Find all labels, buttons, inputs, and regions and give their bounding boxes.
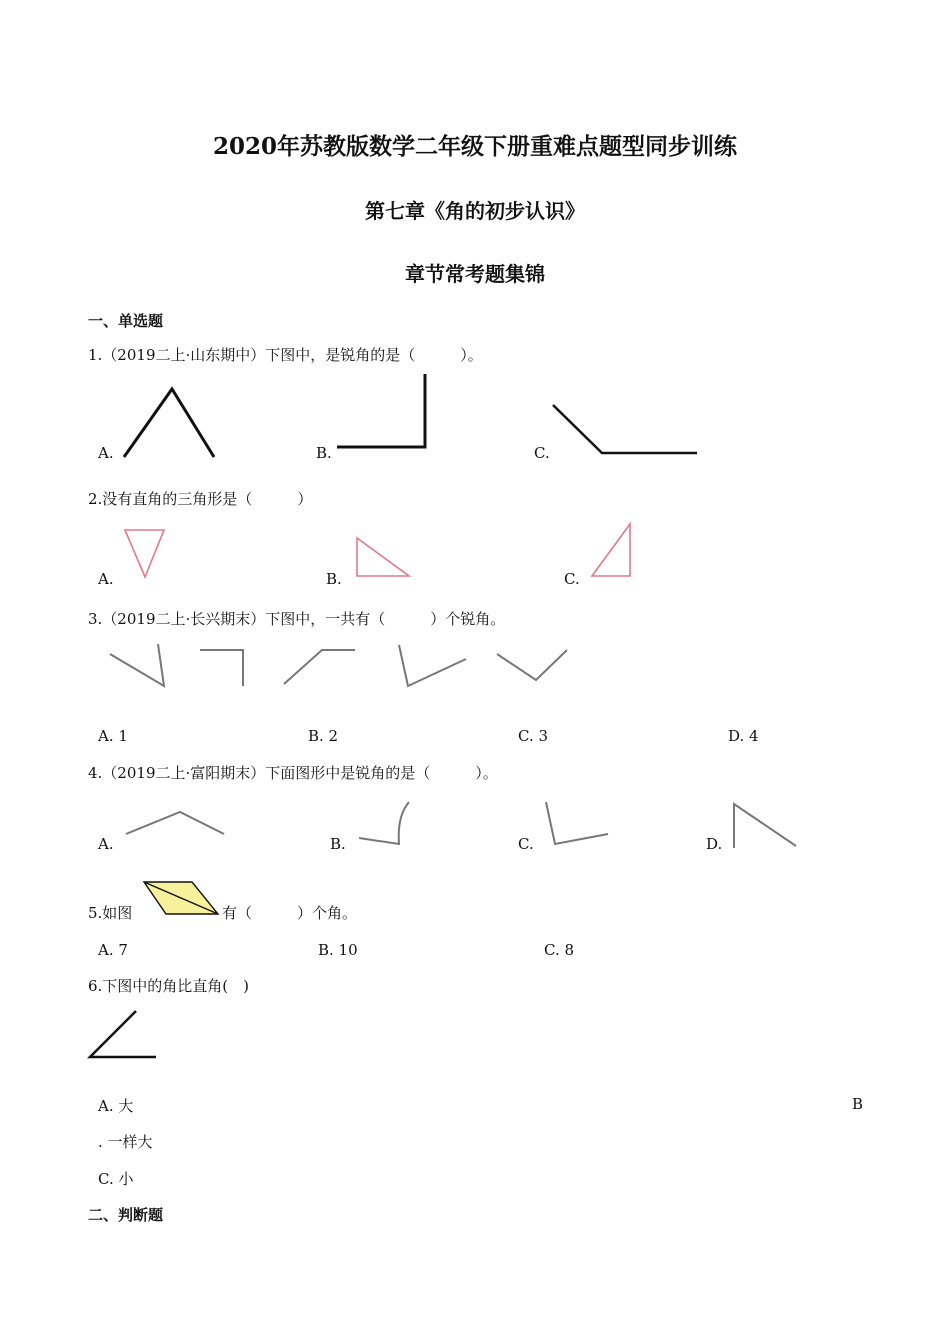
question-4-text: 4.（2019二上·富阳期末）下面图形中是锐角的是（ ）。 (88, 764, 498, 782)
q4-option-b[interactable]: B. (330, 835, 346, 853)
question-5-text-before: 5.如图 (88, 904, 133, 922)
q2-triangle-b (352, 534, 414, 580)
q1-figure-b (335, 372, 430, 452)
q3-option-d[interactable]: D. 4 (728, 727, 759, 745)
q3-option-a[interactable]: A. 1 (98, 727, 128, 745)
section-heading-single-choice: 一、单选题 (88, 312, 164, 330)
q2-triangle-a (120, 526, 170, 581)
q2-triangle-c (586, 520, 636, 580)
q1-option-c[interactable]: C. (534, 444, 550, 462)
section-heading-true-false: 二、判断题 (88, 1206, 164, 1224)
q4-option-c[interactable]: C. (518, 835, 534, 853)
q4-figure-a (122, 808, 230, 840)
subtitle: 章节常考题集锦 (405, 262, 545, 286)
q4-figure-c (540, 798, 612, 850)
page-title: 2020年苏教版数学二年级下册重难点题型同步训练 (212, 133, 737, 160)
q6-option-a[interactable]: A. 大 (98, 1097, 134, 1115)
q6-option-b-label[interactable]: B (852, 1095, 864, 1113)
q2-option-c[interactable]: C. (564, 570, 580, 588)
question-3-text: 3.（2019二上·长兴期末）下图中，一共有（ ）个锐角。 (88, 610, 506, 628)
q1-option-a[interactable]: A. (98, 444, 114, 462)
q4-option-a[interactable]: A. (98, 835, 114, 853)
q4-figure-d (730, 800, 802, 850)
q3-angles-figure (100, 640, 580, 700)
q6-option-b-text[interactable]: . 一样大 (98, 1133, 153, 1151)
q6-angle-figure (86, 1008, 160, 1062)
q6-option-c[interactable]: C. 小 (98, 1170, 134, 1188)
q4-option-d[interactable]: D. (706, 835, 723, 853)
q4-figure-b (355, 798, 415, 850)
q5-option-b[interactable]: B. 10 (318, 941, 358, 959)
q1-option-b[interactable]: B. (316, 444, 332, 462)
question-5-text-after: 有（ ）个角。 (222, 904, 358, 922)
q5-parallelogram-figure (140, 878, 222, 918)
q3-option-b[interactable]: B. 2 (308, 727, 339, 745)
q1-figure-c (550, 402, 700, 457)
q2-option-b[interactable]: B. (326, 570, 342, 588)
question-2-text: 2.没有直角的三角形是（ ） (88, 490, 313, 508)
q3-option-c[interactable]: C. 3 (518, 727, 549, 745)
q1-figure-a (120, 385, 220, 460)
q5-option-c[interactable]: C. 8 (544, 941, 575, 959)
question-1-text: 1.（2019二上·山东期中）下图中，是锐角的是（ ）。 (88, 346, 483, 364)
question-6-text: 6.下图中的角比直角( ) (88, 977, 250, 995)
q5-option-a[interactable]: A. 7 (98, 941, 128, 959)
chapter-title: 第七章《角的初步认识》 (365, 199, 585, 223)
q2-option-a[interactable]: A. (98, 570, 114, 588)
